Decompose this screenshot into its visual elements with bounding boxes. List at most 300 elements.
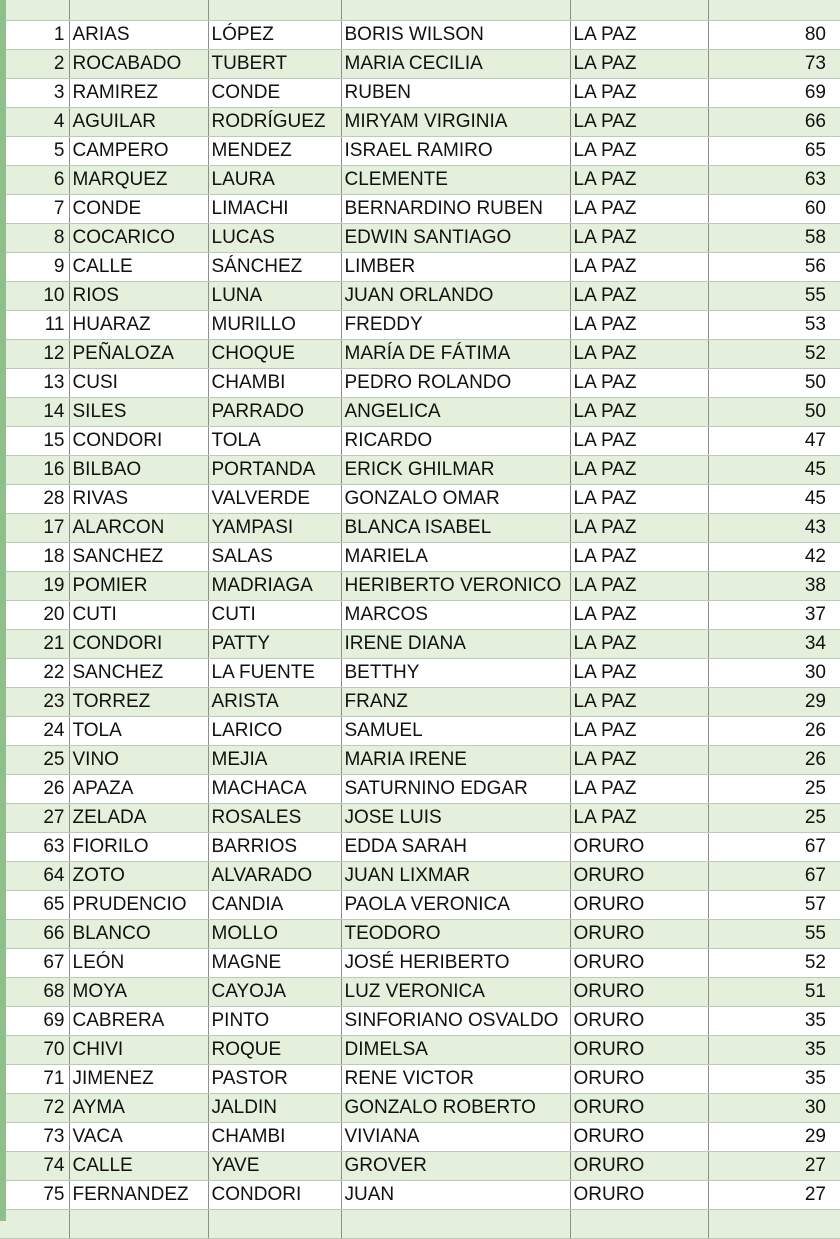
table-row (0, 891, 840, 920)
cell-paternal-surname[interactable]: CUTI (69, 601, 208, 630)
cell-maternal-surname[interactable]: MADRIAGA (208, 572, 341, 601)
cell-maternal-surname[interactable]: CHOQUE (208, 340, 341, 369)
cell-paternal-surname[interactable]: MOYA (69, 978, 208, 1007)
cell-maternal-surname[interactable]: CHAMBI (208, 369, 341, 398)
table-row (0, 1152, 840, 1181)
table-row (0, 1181, 840, 1210)
cell-number[interactable]: 64 (0, 862, 69, 891)
cell-department[interactable]: LA PAZ (570, 108, 708, 137)
cell-score[interactable]: 27 (708, 1181, 840, 1210)
cell-number[interactable]: 23 (0, 688, 69, 717)
cell-paternal-surname[interactable]: AGUILAR (69, 108, 208, 137)
table-row (0, 108, 840, 137)
cell-score[interactable]: 45 (708, 485, 840, 514)
table-row (0, 253, 840, 282)
cell-maternal-surname[interactable]: PATTY (208, 630, 341, 659)
cell-score[interactable]: 67 (708, 833, 840, 862)
cell-number[interactable]: 22 (0, 659, 69, 688)
table-row (0, 1065, 840, 1094)
table-row (0, 224, 840, 253)
cell-paternal-surname[interactable]: ZOTO (69, 862, 208, 891)
cell-given-names[interactable]: GONZALO ROBERTO (341, 1094, 570, 1123)
cell-maternal-surname[interactable]: CANDIA (208, 891, 341, 920)
cell-paternal-surname[interactable] (69, 1210, 208, 1239)
cell-paternal-surname[interactable]: POMIER (69, 572, 208, 601)
cell-given-names[interactable]: MARÍA DE FÁTIMA (341, 340, 570, 369)
cell-paternal-surname[interactable]: BILBAO (69, 456, 208, 485)
cell-number[interactable]: 28 (0, 485, 69, 514)
cell-number[interactable]: 68 (0, 978, 69, 1007)
cell-paternal-surname[interactable]: RIOS (69, 282, 208, 311)
cell-score[interactable]: 50 (708, 369, 840, 398)
cell-paternal-surname[interactable]: TOLA (69, 717, 208, 746)
table-row (0, 804, 840, 833)
cell-score[interactable]: 45 (708, 456, 840, 485)
cell-department[interactable]: LA PAZ (570, 311, 708, 340)
cell-maternal-surname[interactable]: SALAS (208, 543, 341, 572)
cell-maternal-surname[interactable]: LIMACHI (208, 195, 341, 224)
cell-maternal-surname[interactable]: MEJIA (208, 746, 341, 775)
cell-paternal-surname[interactable]: CAMPERO (69, 137, 208, 166)
cell-given-names[interactable]: ERICK GHILMAR (341, 456, 570, 485)
cell-paternal-surname[interactable]: CABRERA (69, 1007, 208, 1036)
cell-number[interactable]: 20 (0, 601, 69, 630)
table-row (0, 282, 840, 311)
cell-maternal-surname[interactable]: PARRADO (208, 398, 341, 427)
cell-given-names[interactable]: MARCOS (341, 601, 570, 630)
cell-maternal-surname[interactable]: LUNA (208, 282, 341, 311)
cell-department[interactable]: LA PAZ (570, 137, 708, 166)
cell-score[interactable]: 37 (708, 601, 840, 630)
cell-given-names[interactable]: MARIELA (341, 543, 570, 572)
cell-department[interactable]: LA PAZ (570, 224, 708, 253)
table-row (0, 949, 840, 978)
cell-paternal-surname[interactable]: JIMENEZ (69, 1065, 208, 1094)
table-row (0, 456, 840, 485)
cell-maternal-surname[interactable]: YAMPASI (208, 514, 341, 543)
cell-score[interactable]: 69 (708, 79, 840, 108)
cell-given-names[interactable]: BLANCA ISABEL (341, 514, 570, 543)
cell-department[interactable]: ORURO (570, 949, 708, 978)
cell-score[interactable]: 43 (708, 514, 840, 543)
cell-maternal-surname[interactable]: MURILLO (208, 311, 341, 340)
cell-department[interactable]: ORURO (570, 920, 708, 949)
cell-department[interactable]: LA PAZ (570, 688, 708, 717)
cell-maternal-surname[interactable]: SÁNCHEZ (208, 253, 341, 282)
cell-paternal-surname[interactable]: CONDE (69, 195, 208, 224)
cell-given-names[interactable]: CLEMENTE (341, 166, 570, 195)
cell-number[interactable]: 9 (0, 253, 69, 282)
cell-maternal-surname[interactable] (208, 0, 341, 21)
cell-paternal-surname[interactable]: RIVAS (69, 485, 208, 514)
table-row (0, 1094, 840, 1123)
cell-department[interactable]: LA PAZ (570, 746, 708, 775)
cell-number[interactable]: 19 (0, 572, 69, 601)
cell-given-names[interactable]: MARIA IRENE (341, 746, 570, 775)
cell-score[interactable] (708, 0, 840, 21)
cell-score[interactable]: 25 (708, 804, 840, 833)
cell-score[interactable]: 67 (708, 862, 840, 891)
cell-department[interactable]: LA PAZ (570, 456, 708, 485)
cell-number[interactable] (0, 1210, 69, 1239)
cell-paternal-surname[interactable]: ZELADA (69, 804, 208, 833)
cell-paternal-surname[interactable]: AYMA (69, 1094, 208, 1123)
cell-maternal-surname[interactable]: MAGNE (208, 949, 341, 978)
cell-maternal-surname[interactable]: MENDEZ (208, 137, 341, 166)
cell-score[interactable]: 29 (708, 688, 840, 717)
cell-score[interactable]: 63 (708, 166, 840, 195)
cell-paternal-surname[interactable]: CALLE (69, 253, 208, 282)
cell-number[interactable]: 11 (0, 311, 69, 340)
cell-paternal-surname[interactable]: APAZA (69, 775, 208, 804)
table-row (0, 427, 840, 456)
cell-department[interactable]: LA PAZ (570, 195, 708, 224)
cell-score[interactable]: 53 (708, 311, 840, 340)
cell-given-names[interactable]: RUBEN (341, 79, 570, 108)
table-row (0, 50, 840, 79)
table-row (0, 659, 840, 688)
cell-given-names[interactable]: VIVIANA (341, 1123, 570, 1152)
cell-score[interactable]: 80 (708, 21, 840, 50)
cell-score[interactable]: 57 (708, 891, 840, 920)
cell-given-names[interactable]: EDWIN SANTIAGO (341, 224, 570, 253)
cell-maternal-surname[interactable]: BARRIOS (208, 833, 341, 862)
cell-department[interactable]: LA PAZ (570, 804, 708, 833)
cell-department[interactable]: LA PAZ (570, 79, 708, 108)
cell-paternal-surname[interactable]: ARIAS (69, 21, 208, 50)
cell-paternal-surname[interactable]: SANCHEZ (69, 659, 208, 688)
cell-department[interactable]: LA PAZ (570, 369, 708, 398)
cell-paternal-surname[interactable]: SILES (69, 398, 208, 427)
cell-maternal-surname[interactable]: LÓPEZ (208, 21, 341, 50)
table-row (0, 311, 840, 340)
cell-maternal-surname[interactable]: PINTO (208, 1007, 341, 1036)
table-row (0, 717, 840, 746)
cell-given-names[interactable]: FRANZ (341, 688, 570, 717)
cell-maternal-surname[interactable]: LA FUENTE (208, 659, 341, 688)
cell-given-names[interactable]: JUAN (341, 1181, 570, 1210)
cell-score[interactable]: 58 (708, 224, 840, 253)
cell-given-names[interactable]: ANGELICA (341, 398, 570, 427)
cell-maternal-surname[interactable]: ROQUE (208, 1036, 341, 1065)
cell-paternal-surname[interactable]: FERNANDEZ (69, 1181, 208, 1210)
table-row (0, 688, 840, 717)
cell-score[interactable] (708, 1210, 840, 1239)
cell-department[interactable]: LA PAZ (570, 775, 708, 804)
cell-given-names[interactable]: HERIBERTO VERONICO (341, 572, 570, 601)
cell-number[interactable]: 3 (0, 79, 69, 108)
cell-given-names[interactable]: GONZALO OMAR (341, 485, 570, 514)
cell-department[interactable]: ORURO (570, 1094, 708, 1123)
cell-paternal-surname[interactable]: TORREZ (69, 688, 208, 717)
cell-department[interactable]: ORURO (570, 1123, 708, 1152)
cell-given-names[interactable]: EDDA SARAH (341, 833, 570, 862)
cell-given-names[interactable]: PAOLA VERONICA (341, 891, 570, 920)
cell-score[interactable]: 30 (708, 659, 840, 688)
cell-given-names[interactable]: RICARDO (341, 427, 570, 456)
cell-given-names[interactable]: PEDRO ROLANDO (341, 369, 570, 398)
cell-department[interactable]: ORURO (570, 1152, 708, 1181)
cell-number[interactable]: 27 (0, 804, 69, 833)
cell-given-names[interactable]: MARIA CECILIA (341, 50, 570, 79)
cell-department[interactable]: ORURO (570, 891, 708, 920)
table-row (0, 79, 840, 108)
cell-score[interactable]: 73 (708, 50, 840, 79)
cell-department[interactable]: LA PAZ (570, 543, 708, 572)
cell-maternal-surname[interactable]: RODRÍGUEZ (208, 108, 341, 137)
table-row (0, 166, 840, 195)
cell-number[interactable]: 74 (0, 1152, 69, 1181)
cell-department[interactable]: LA PAZ (570, 282, 708, 311)
cell-paternal-surname[interactable]: ROCABADO (69, 50, 208, 79)
cell-score[interactable]: 27 (708, 1152, 840, 1181)
cell-number[interactable] (0, 0, 69, 21)
cell-given-names[interactable] (341, 1210, 570, 1239)
cell-number[interactable]: 26 (0, 775, 69, 804)
cell-given-names[interactable]: TEODORO (341, 920, 570, 949)
cell-maternal-surname[interactable]: VALVERDE (208, 485, 341, 514)
cell-department[interactable]: ORURO (570, 862, 708, 891)
cell-number[interactable]: 73 (0, 1123, 69, 1152)
table-row (0, 543, 840, 572)
cell-score[interactable]: 29 (708, 1123, 840, 1152)
cell-given-names[interactable]: BERNARDINO RUBEN (341, 195, 570, 224)
cell-score[interactable]: 52 (708, 340, 840, 369)
cell-score[interactable]: 65 (708, 137, 840, 166)
cell-paternal-surname[interactable]: SANCHEZ (69, 543, 208, 572)
cell-score[interactable]: 66 (708, 108, 840, 137)
cell-paternal-surname[interactable]: RAMIREZ (69, 79, 208, 108)
cell-paternal-surname[interactable]: CUSI (69, 369, 208, 398)
cell-given-names[interactable]: BETTHY (341, 659, 570, 688)
cell-maternal-surname[interactable]: CHAMBI (208, 1123, 341, 1152)
table-row (0, 746, 840, 775)
cell-given-names[interactable]: JOSE LUIS (341, 804, 570, 833)
table-row (0, 1123, 840, 1152)
cell-number[interactable]: 63 (0, 833, 69, 862)
cell-number[interactable]: 71 (0, 1065, 69, 1094)
cell-maternal-surname[interactable]: TUBERT (208, 50, 341, 79)
cell-department[interactable]: LA PAZ (570, 398, 708, 427)
cell-department[interactable] (570, 0, 708, 21)
cell-number[interactable]: 14 (0, 398, 69, 427)
cell-number[interactable]: 21 (0, 630, 69, 659)
table-row (0, 369, 840, 398)
table-row (0, 1007, 840, 1036)
cell-given-names[interactable] (341, 0, 570, 21)
table-row (0, 775, 840, 804)
cell-given-names[interactable]: JUAN LIXMAR (341, 862, 570, 891)
cell-number[interactable]: 13 (0, 369, 69, 398)
cell-score[interactable]: 26 (708, 717, 840, 746)
cell-paternal-surname[interactable]: CONDORI (69, 427, 208, 456)
cell-number[interactable]: 10 (0, 282, 69, 311)
cell-number[interactable]: 4 (0, 108, 69, 137)
cell-given-names[interactable]: GROVER (341, 1152, 570, 1181)
cell-maternal-surname[interactable]: ALVARADO (208, 862, 341, 891)
cell-score[interactable]: 38 (708, 572, 840, 601)
cell-given-names[interactable]: LIMBER (341, 253, 570, 282)
cell-score[interactable]: 55 (708, 920, 840, 949)
cell-maternal-surname[interactable]: CUTI (208, 601, 341, 630)
cell-department[interactable]: LA PAZ (570, 514, 708, 543)
cell-number[interactable]: 1 (0, 21, 69, 50)
cell-department[interactable]: LA PAZ (570, 485, 708, 514)
table-row (0, 195, 840, 224)
cell-number[interactable]: 16 (0, 456, 69, 485)
cell-paternal-surname[interactable]: CONDORI (69, 630, 208, 659)
cell-maternal-surname[interactable]: ARISTA (208, 688, 341, 717)
table-row (0, 833, 840, 862)
cell-number[interactable]: 66 (0, 920, 69, 949)
cell-score[interactable]: 47 (708, 427, 840, 456)
cell-score[interactable]: 35 (708, 1007, 840, 1036)
cell-maternal-surname[interactable]: TOLA (208, 427, 341, 456)
cell-number[interactable]: 69 (0, 1007, 69, 1036)
cell-given-names[interactable]: ISRAEL RAMIRO (341, 137, 570, 166)
cell-maternal-surname[interactable]: LUCAS (208, 224, 341, 253)
cell-number[interactable]: 75 (0, 1181, 69, 1210)
table-row (0, 1210, 840, 1239)
table-row (0, 21, 840, 50)
cell-department[interactable]: LA PAZ (570, 630, 708, 659)
cell-number[interactable]: 7 (0, 195, 69, 224)
cell-maternal-surname[interactable]: LARICO (208, 717, 341, 746)
cell-number[interactable]: 5 (0, 137, 69, 166)
cell-given-names[interactable]: BORIS WILSON (341, 21, 570, 50)
cell-maternal-surname[interactable]: CONDORI (208, 1181, 341, 1210)
cell-score[interactable]: 42 (708, 543, 840, 572)
cell-given-names[interactable]: JOSÉ HERIBERTO (341, 949, 570, 978)
cell-paternal-surname[interactable]: CALLE (69, 1152, 208, 1181)
cell-maternal-surname[interactable]: MACHACA (208, 775, 341, 804)
cell-department[interactable]: LA PAZ (570, 21, 708, 50)
cell-given-names[interactable]: SAMUEL (341, 717, 570, 746)
cell-given-names[interactable]: SINFORIANO OSVALDO (341, 1007, 570, 1036)
cell-paternal-surname[interactable]: MARQUEZ (69, 166, 208, 195)
table-row (0, 1036, 840, 1065)
cell-department[interactable]: ORURO (570, 1007, 708, 1036)
table-row (0, 137, 840, 166)
cell-department[interactable]: ORURO (570, 1065, 708, 1094)
cell-number[interactable]: 12 (0, 340, 69, 369)
cell-score[interactable]: 35 (708, 1036, 840, 1065)
cell-given-names[interactable]: LUZ VERONICA (341, 978, 570, 1007)
cell-number[interactable]: 25 (0, 746, 69, 775)
cell-paternal-surname[interactable]: CHIVI (69, 1036, 208, 1065)
cell-given-names[interactable]: IRENE DIANA (341, 630, 570, 659)
table-row (0, 485, 840, 514)
cell-maternal-surname[interactable]: YAVE (208, 1152, 341, 1181)
cell-paternal-surname[interactable]: COCARICO (69, 224, 208, 253)
cell-score[interactable]: 35 (708, 1065, 840, 1094)
cell-number[interactable]: 24 (0, 717, 69, 746)
cell-number[interactable]: 8 (0, 224, 69, 253)
cell-score[interactable]: 30 (708, 1094, 840, 1123)
cell-maternal-surname[interactable]: CAYOJA (208, 978, 341, 1007)
table-row (0, 572, 840, 601)
cell-number[interactable]: 6 (0, 166, 69, 195)
cell-department[interactable]: LA PAZ (570, 717, 708, 746)
cell-number[interactable]: 72 (0, 1094, 69, 1123)
cell-score[interactable]: 34 (708, 630, 840, 659)
cell-department[interactable]: LA PAZ (570, 166, 708, 195)
cell-maternal-surname[interactable]: MOLLO (208, 920, 341, 949)
cell-number[interactable]: 2 (0, 50, 69, 79)
cell-given-names[interactable]: JUAN ORLANDO (341, 282, 570, 311)
cell-score[interactable]: 25 (708, 775, 840, 804)
cell-maternal-surname[interactable]: LAURA (208, 166, 341, 195)
cell-maternal-surname[interactable]: PORTANDA (208, 456, 341, 485)
cell-department[interactable]: ORURO (570, 1181, 708, 1210)
cell-score[interactable]: 50 (708, 398, 840, 427)
cell-paternal-surname[interactable]: VACA (69, 1123, 208, 1152)
cell-score[interactable]: 60 (708, 195, 840, 224)
table-row (0, 978, 840, 1007)
cell-department[interactable]: LA PAZ (570, 572, 708, 601)
cell-department[interactable]: LA PAZ (570, 601, 708, 630)
cell-paternal-surname[interactable] (69, 0, 208, 21)
cell-score[interactable]: 55 (708, 282, 840, 311)
cell-score[interactable]: 56 (708, 253, 840, 282)
cell-department[interactable]: LA PAZ (570, 253, 708, 282)
cell-paternal-surname[interactable]: FIORILO (69, 833, 208, 862)
table-row (0, 630, 840, 659)
cell-department[interactable]: ORURO (570, 1036, 708, 1065)
cell-number[interactable]: 17 (0, 514, 69, 543)
cell-number[interactable]: 70 (0, 1036, 69, 1065)
cell-paternal-surname[interactable]: ALARCON (69, 514, 208, 543)
cell-maternal-surname[interactable]: CONDE (208, 79, 341, 108)
cell-department[interactable]: LA PAZ (570, 659, 708, 688)
table-row (0, 514, 840, 543)
cell-paternal-surname[interactable]: VINO (69, 746, 208, 775)
cell-given-names[interactable]: DIMELSA (341, 1036, 570, 1065)
cell-department[interactable]: ORURO (570, 978, 708, 1007)
cell-paternal-surname[interactable]: HUARAZ (69, 311, 208, 340)
cell-given-names[interactable]: FREDDY (341, 311, 570, 340)
cell-department[interactable]: LA PAZ (570, 50, 708, 79)
table-row (0, 862, 840, 891)
cell-given-names[interactable]: RENE VICTOR (341, 1065, 570, 1094)
cell-department[interactable]: LA PAZ (570, 340, 708, 369)
cell-maternal-surname[interactable]: ROSALES (208, 804, 341, 833)
cell-given-names[interactable]: MIRYAM VIRGINIA (341, 108, 570, 137)
cell-score[interactable]: 52 (708, 949, 840, 978)
cell-score[interactable]: 51 (708, 978, 840, 1007)
cell-number[interactable]: 65 (0, 891, 69, 920)
cell-maternal-surname[interactable]: JALDIN (208, 1094, 341, 1123)
left-border-bar (0, 0, 6, 1221)
cell-score[interactable]: 26 (708, 746, 840, 775)
table-row (0, 398, 840, 427)
cell-maternal-surname[interactable]: PASTOR (208, 1065, 341, 1094)
cell-paternal-surname[interactable]: BLANCO (69, 920, 208, 949)
table-row (0, 920, 840, 949)
cell-number[interactable]: 18 (0, 543, 69, 572)
cell-department[interactable]: LA PAZ (570, 427, 708, 456)
cell-maternal-surname[interactable] (208, 1210, 341, 1239)
cell-number[interactable]: 67 (0, 949, 69, 978)
cell-paternal-surname[interactable]: PEÑALOZA (69, 340, 208, 369)
table-row (0, 0, 840, 21)
cell-department[interactable] (570, 1210, 708, 1239)
cell-paternal-surname[interactable]: LEÓN (69, 949, 208, 978)
cell-paternal-surname[interactable]: PRUDENCIO (69, 891, 208, 920)
cell-number[interactable]: 15 (0, 427, 69, 456)
cell-department[interactable]: ORURO (570, 833, 708, 862)
cell-given-names[interactable]: SATURNINO EDGAR (341, 775, 570, 804)
